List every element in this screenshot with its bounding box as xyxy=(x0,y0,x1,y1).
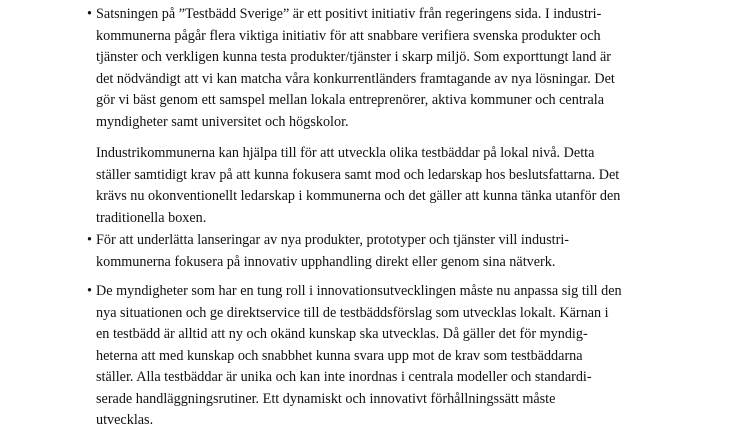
paragraph-industrikommunerna xyxy=(96,143,620,229)
text-line: gör vi bäst genom ett samspel mellan lokala entreprenörer, aktiva kommuner och centrala xyxy=(96,92,605,108)
bullet-icon: • xyxy=(87,283,92,299)
text-line: utvecklas. xyxy=(96,412,154,428)
text-line: kommunerna pågår flera viktiga initiativ för att snabbare verifiera svenska produkter och xyxy=(96,27,601,44)
bullet-paragraph-upphandling xyxy=(87,230,570,273)
text-line: heterna att med kunskap och snabbhet kunna svara upp mot de krav som testbäddarna xyxy=(96,347,583,364)
text-line: tjänster och verkligen kunna testa produkter/tjänster i skarp miljö. Som exporttungt land är xyxy=(96,49,611,65)
text-line: nya situationen och ge direktservice till de testbäddsförslag som utvecklas lokalt. Kärnan i xyxy=(96,304,609,321)
bullet-paragraph-testbadd xyxy=(87,4,615,133)
text-line: en testbädd är alltid att ny och okänd kunskap ska utvecklas. Då gäller det för myndig- xyxy=(96,326,588,342)
text-line: det nödvändigt att vi kan matcha våra konkurrentländers framtagande av nya lösningar. Det xyxy=(96,70,615,87)
text-line: För att underlätta lanseringar av nya produkter, prototyper och tjänster vill industri- xyxy=(96,232,570,248)
text-line: serade handläggningsrutiner. Ett dynamiskt och innovativt förhållningssätt måste xyxy=(96,390,556,407)
text-line: ställer samtidigt krav på att kunna fokusera samt mod och ledarskap hos beslutsfattarna. Det xyxy=(96,166,620,183)
bullet-icon: • xyxy=(87,6,92,22)
text-line: traditionella boxen. xyxy=(96,209,207,226)
text-line: Industrikommunerna kan hjälpa till för att utveckla olika testbäddar på lokal nivå. Detta xyxy=(96,145,595,161)
bullet-icon: • xyxy=(87,232,92,248)
bullet-paragraph-myndigheter xyxy=(87,281,622,432)
text-line: kommunerna fokusera på innovativ upphandling direkt eller genom sina nätverk. xyxy=(96,253,556,270)
text-line: Satsningen på ”Testbädd Sverige” är ett positivt initiativ från regeringens sida. I industri- xyxy=(96,6,602,22)
text-line: krävs nu okonventionellt ledarskap i kommunerna och det gäller att kunna tänka utanför den xyxy=(96,188,621,204)
text-line: myndigheter samt universitet och högskolor. xyxy=(96,113,349,130)
text-line: ställer. Alla testbäddar är unika och kan inte inordnas i centrala modeller och standardi- xyxy=(96,369,592,385)
text-line: De myndigheter som har en tung roll i innovationsutvecklingen måste nu anpassa sig till den xyxy=(96,283,622,299)
